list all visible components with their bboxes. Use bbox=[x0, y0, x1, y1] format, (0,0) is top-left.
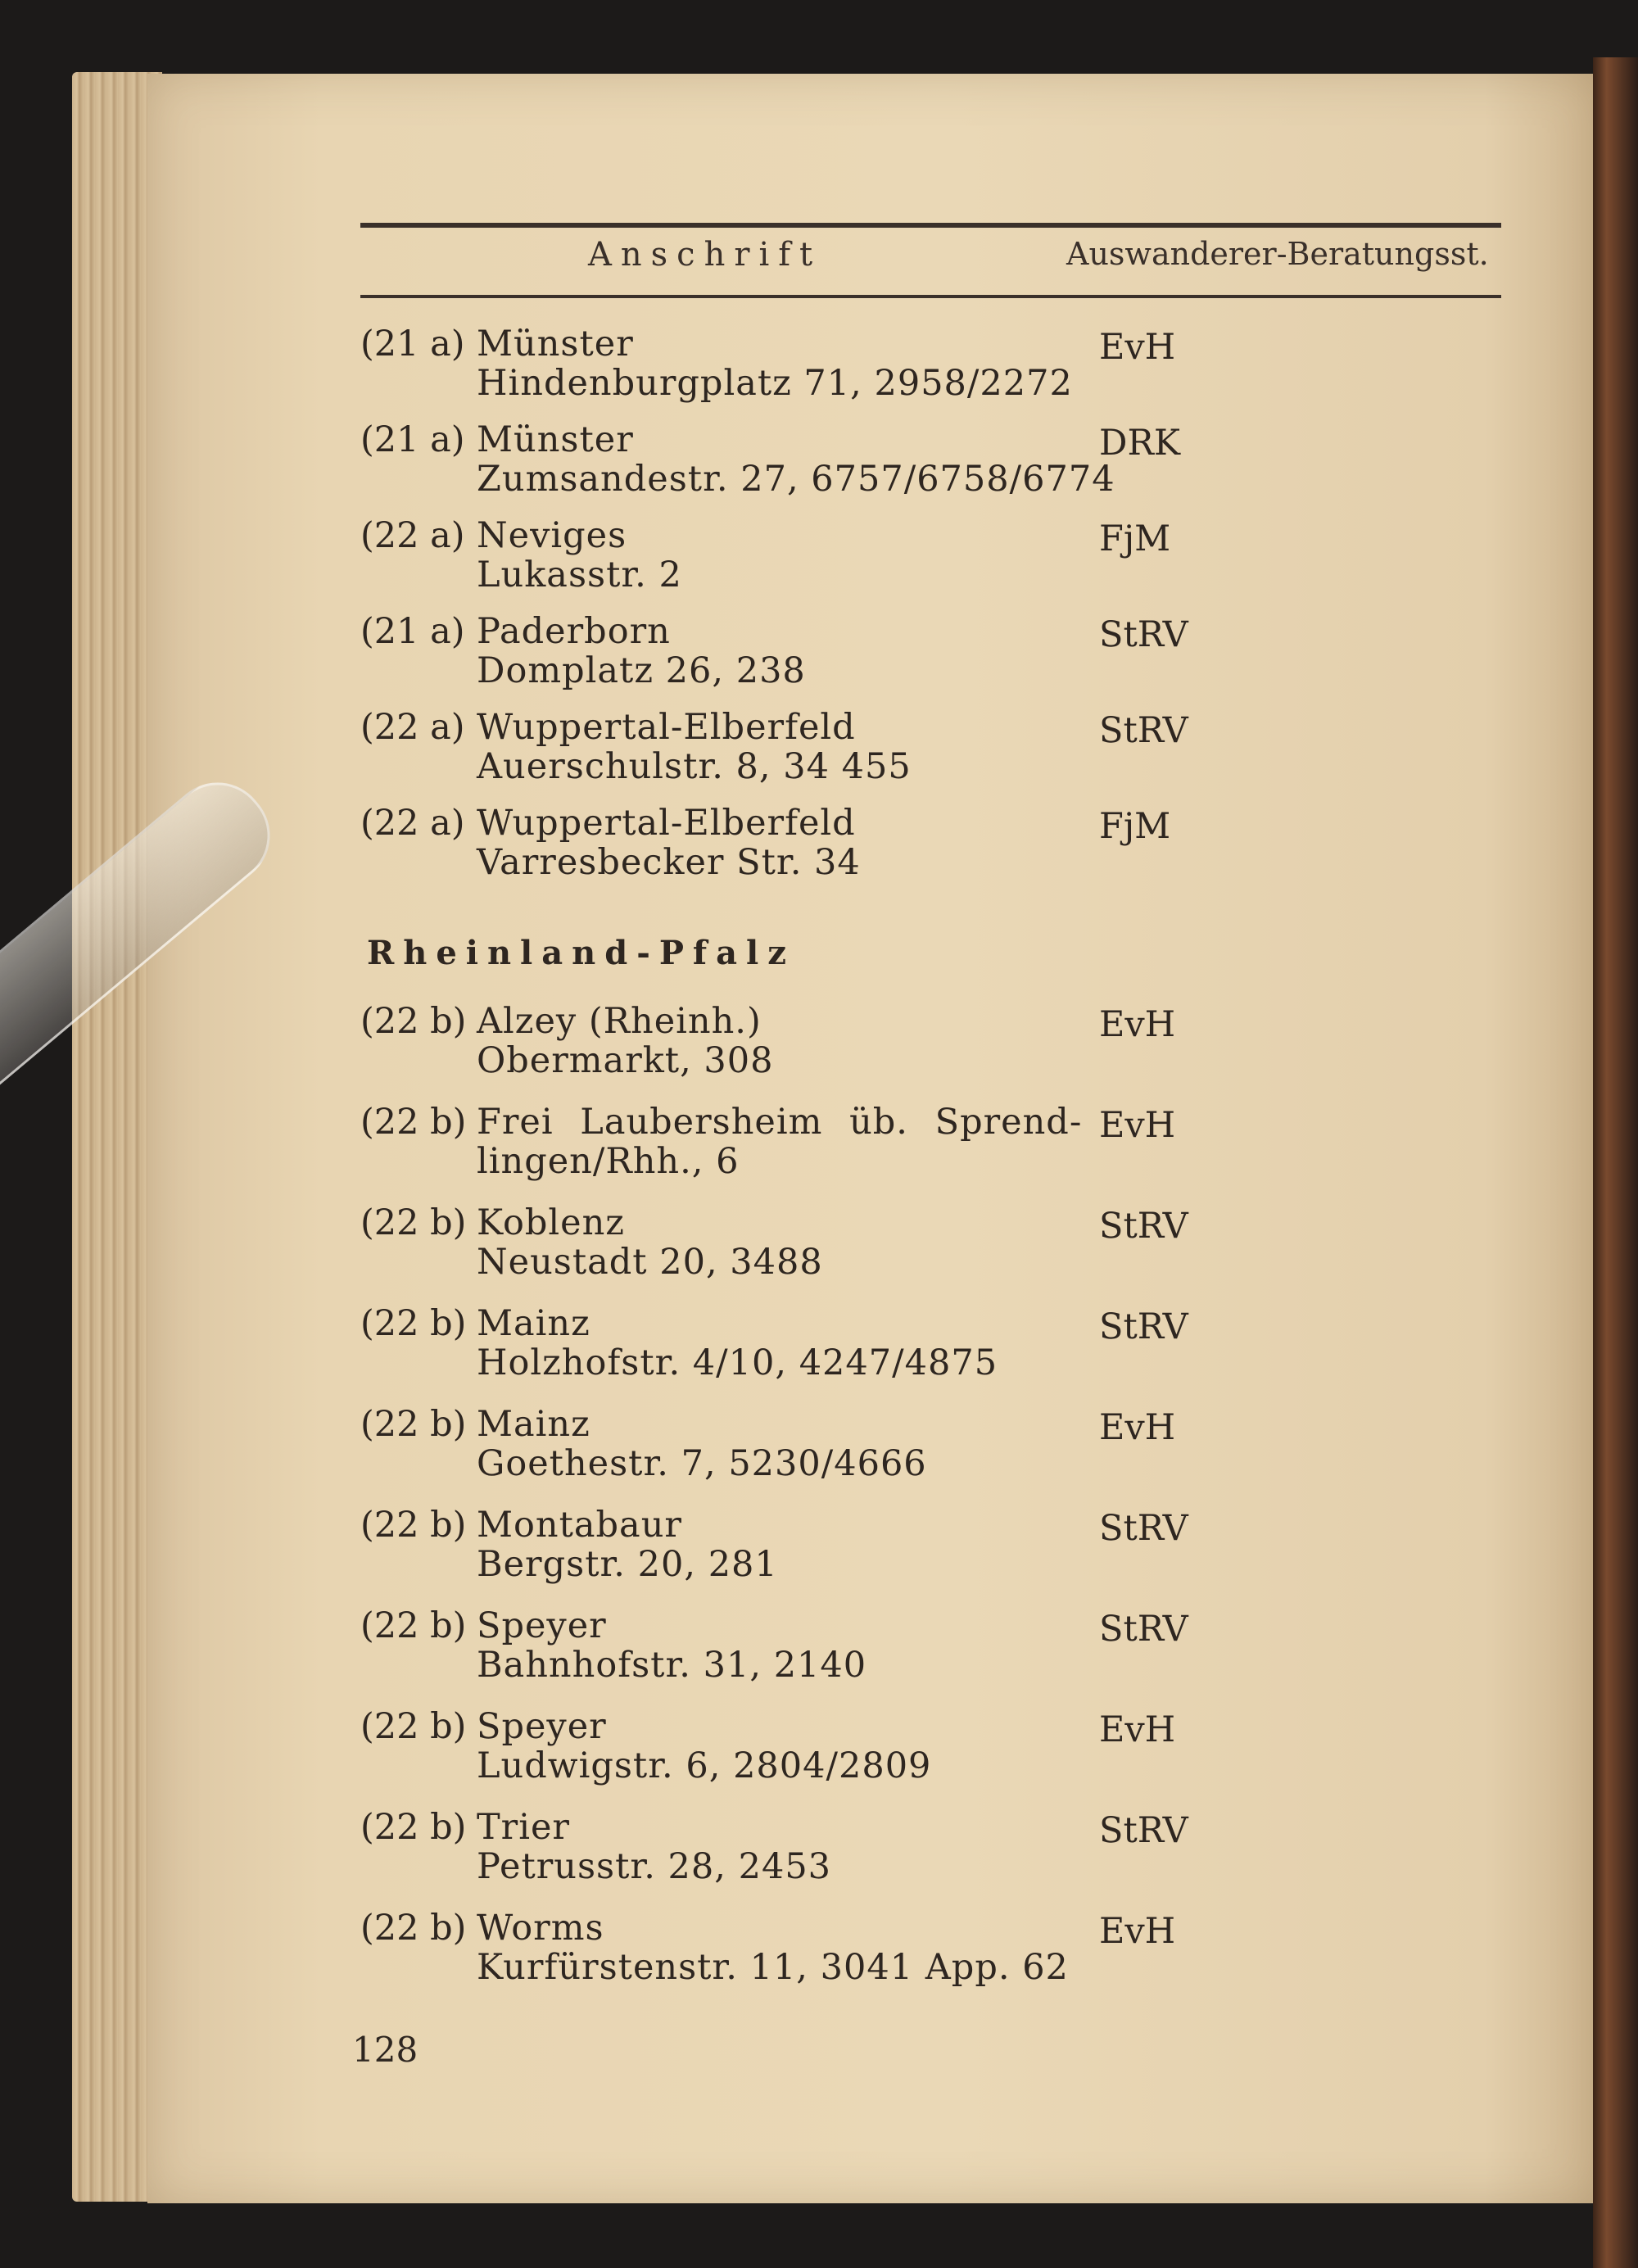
entry-code: (22 b) bbox=[360, 1001, 467, 1042]
address-entry bbox=[360, 324, 1548, 422]
address-entry bbox=[360, 803, 1548, 901]
entry-city: Neviges bbox=[477, 515, 627, 556]
entry-address: Varresbecker Str. 34 bbox=[477, 842, 861, 883]
entry-address: Kurfürstenstr. 11, 3041 App. 62 bbox=[477, 1947, 1069, 1988]
entry-city: Wuppertal-Elberfeld bbox=[477, 803, 856, 844]
address-entry bbox=[360, 419, 1548, 518]
entry-address: Hindenburgplatz 71, 2958/2272 bbox=[477, 363, 1073, 404]
entry-org: StRV bbox=[1099, 1206, 1188, 1247]
entry-city: Koblenz bbox=[477, 1202, 625, 1243]
header-address: Anschrift bbox=[588, 236, 822, 274]
address-entry bbox=[360, 1605, 1548, 1704]
address-entry bbox=[360, 1202, 1548, 1301]
entry-code: (22 b) bbox=[360, 1706, 467, 1747]
entry-code: (22 b) bbox=[360, 1908, 467, 1949]
entry-address: Zumsandestr. 27, 6757/6758/6774 bbox=[477, 459, 1115, 500]
entry-code: (22 b) bbox=[360, 1505, 467, 1546]
entry-org: DRK bbox=[1099, 423, 1180, 464]
section-title: Rheinland-Pfalz bbox=[367, 934, 795, 972]
entry-org: EvH bbox=[1099, 1407, 1176, 1448]
entry-city: Münster bbox=[477, 419, 634, 460]
entry-org: StRV bbox=[1099, 1609, 1188, 1650]
page-number: 128 bbox=[352, 2030, 419, 2070]
entry-code: (22 b) bbox=[360, 1807, 467, 1848]
entry-org: EvH bbox=[1099, 1911, 1176, 1952]
entry-org: StRV bbox=[1099, 1508, 1188, 1549]
address-entry bbox=[360, 1303, 1548, 1401]
entry-code: (22 b) bbox=[360, 1202, 467, 1243]
address-entry bbox=[360, 515, 1548, 613]
entry-address: Ludwigstr. 6, 2804/2809 bbox=[477, 1745, 932, 1786]
entry-address: Goethestr. 7, 5230/4666 bbox=[477, 1443, 927, 1484]
entry-city: Mainz bbox=[477, 1404, 590, 1445]
entry-org: EvH bbox=[1099, 1105, 1176, 1146]
address-entry bbox=[360, 1807, 1548, 1905]
entry-org: FjM bbox=[1099, 518, 1171, 559]
address-entry bbox=[360, 611, 1548, 709]
entry-code: (21 a) bbox=[360, 611, 465, 652]
entry-org: EvH bbox=[1099, 1709, 1176, 1750]
entry-code: (22 b) bbox=[360, 1303, 467, 1344]
entry-city: Mainz bbox=[477, 1303, 590, 1344]
entry-org: StRV bbox=[1099, 614, 1188, 655]
header-advisory-office: Auswanderer-Beratungsst. bbox=[1066, 236, 1489, 272]
address-entry bbox=[360, 1706, 1548, 1804]
entry-address: Obermarkt, 308 bbox=[477, 1040, 774, 1081]
entry-address: lingen/Rhh., 6 bbox=[477, 1141, 740, 1182]
entry-org: StRV bbox=[1099, 1306, 1188, 1347]
entry-address: Domplatz 26, 238 bbox=[477, 650, 806, 691]
entry-city: Speyer bbox=[477, 1605, 607, 1646]
entry-city: Frei Laubersheim üb. Sprend- bbox=[477, 1102, 1083, 1143]
entry-org: EvH bbox=[1099, 1004, 1176, 1045]
address-entry bbox=[360, 1404, 1548, 1502]
entry-code: (22 a) bbox=[360, 803, 465, 844]
entry-address: Neustadt 20, 3488 bbox=[477, 1242, 823, 1283]
header-rule-top bbox=[360, 223, 1501, 228]
entry-org: FjM bbox=[1099, 806, 1171, 847]
header-rule-bottom bbox=[360, 295, 1501, 298]
entry-address: Holzhofstr. 4/10, 4247/4875 bbox=[477, 1342, 998, 1383]
address-entry bbox=[360, 1001, 1548, 1099]
entry-code: (21 a) bbox=[360, 324, 465, 364]
entry-city: Paderborn bbox=[477, 611, 671, 652]
entry-org: StRV bbox=[1099, 710, 1188, 751]
address-entry bbox=[360, 1908, 1548, 2006]
entry-city: Trier bbox=[477, 1807, 570, 1848]
entry-org: StRV bbox=[1099, 1810, 1188, 1851]
entry-city: Alzey (Rheinh.) bbox=[477, 1001, 762, 1042]
entry-address: Bahnhofstr. 31, 2140 bbox=[477, 1645, 867, 1686]
entry-city: Wuppertal-Elberfeld bbox=[477, 707, 856, 748]
entry-code: (22 a) bbox=[360, 515, 465, 556]
entry-city: Montabaur bbox=[477, 1505, 682, 1546]
address-entry bbox=[360, 1505, 1548, 1603]
address-entry bbox=[360, 707, 1548, 805]
entry-org: EvH bbox=[1099, 327, 1176, 368]
entry-city: Speyer bbox=[477, 1706, 607, 1747]
entry-address: Lukasstr. 2 bbox=[477, 555, 682, 595]
entry-code: (22 b) bbox=[360, 1102, 467, 1143]
entry-code: (22 b) bbox=[360, 1605, 467, 1646]
address-entry bbox=[360, 1102, 1548, 1200]
entry-address: Auerschulstr. 8, 34 455 bbox=[477, 746, 912, 787]
entry-city: Worms bbox=[477, 1908, 604, 1949]
entry-code: (22 b) bbox=[360, 1404, 467, 1445]
entry-city: Münster bbox=[477, 324, 634, 364]
entry-address: Petrusstr. 28, 2453 bbox=[477, 1846, 832, 1887]
entry-address: Bergstr. 20, 281 bbox=[477, 1544, 778, 1585]
entry-code: (22 a) bbox=[360, 707, 465, 748]
entry-code: (21 a) bbox=[360, 419, 465, 460]
